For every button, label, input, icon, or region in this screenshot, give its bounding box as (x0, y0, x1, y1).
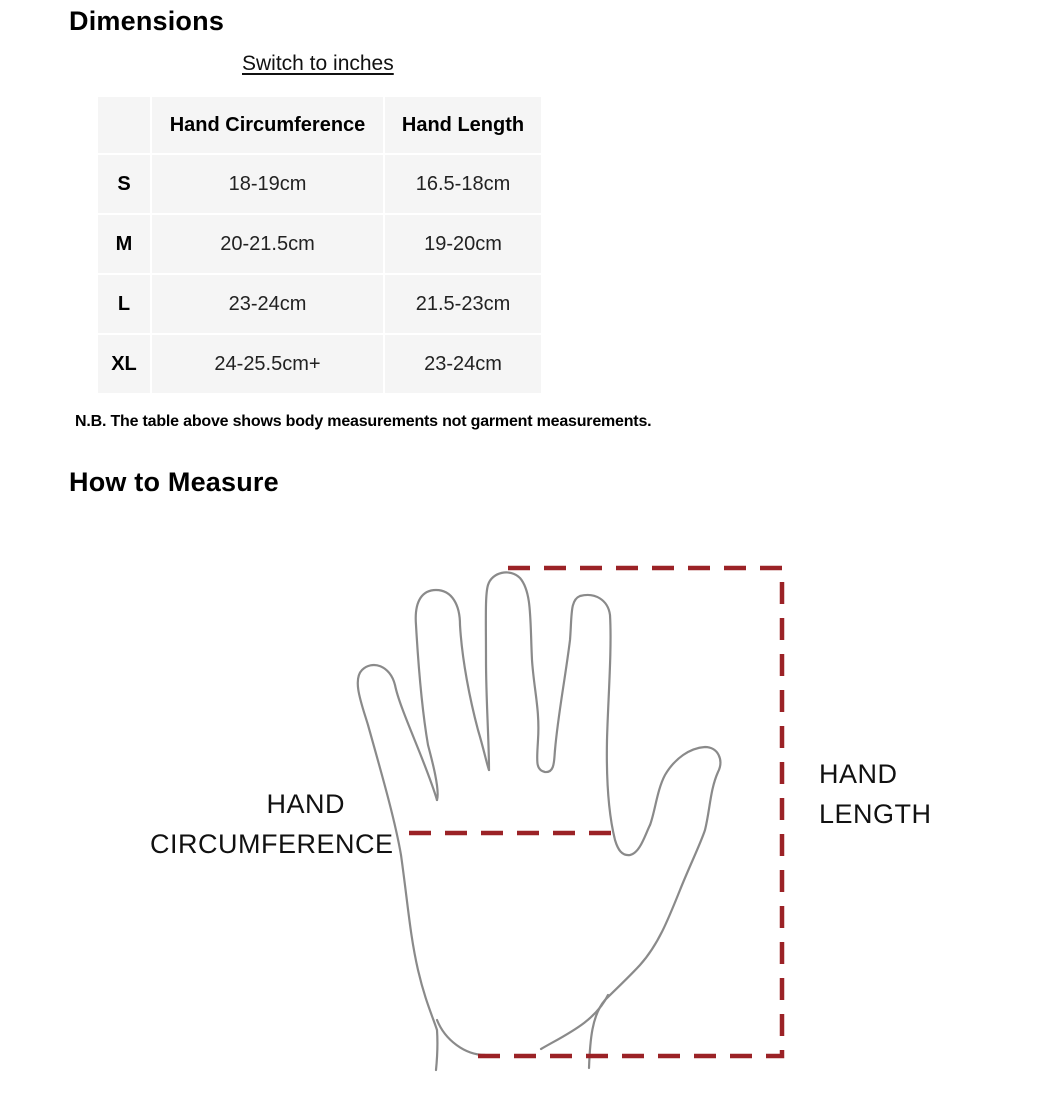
dimensions-title: Dimensions (69, 6, 225, 36)
length-cell: 23-24cm (384, 334, 542, 394)
wrist-crease-right (541, 995, 608, 1049)
circumference-cell: 20-21.5cm (151, 214, 384, 274)
table-header-hand-length: Hand Length (384, 96, 542, 154)
length-cell: 19-20cm (384, 214, 542, 274)
hand-outline-icon (358, 572, 721, 1070)
measurement-note: N.B. The table above shows body measurements not garment measurements. (75, 413, 652, 430)
index-finger-outline (555, 595, 650, 855)
table-row (97, 274, 542, 334)
hand-circumference-label (150, 784, 394, 864)
hand-circumference-label-line2: CIRCUMFERENCE (150, 829, 394, 859)
circumference-cell: 18-19cm (151, 154, 384, 214)
table-header-corner (97, 96, 151, 154)
table-header-row (97, 96, 542, 154)
circumference-cell: 24-25.5cm+ (151, 334, 384, 394)
table-row (97, 154, 542, 214)
size-label: XL (97, 334, 151, 394)
length-dashed-box (470, 568, 782, 1056)
hand-length-label-line2: LENGTH (819, 799, 932, 829)
hand-length-label-line1: HAND (819, 759, 898, 789)
ring-finger-outline (416, 590, 489, 800)
how-to-measure-title: How to Measure (69, 467, 279, 497)
length-cell: 16.5-18cm (384, 154, 542, 214)
pinky-outline (358, 665, 438, 1070)
size-label: M (97, 214, 151, 274)
circumference-cell: 23-24cm (151, 274, 384, 334)
table-row (97, 334, 542, 394)
length-cell: 21.5-23cm (384, 274, 542, 334)
size-label: S (97, 154, 151, 214)
size-table (96, 95, 543, 395)
wrist-crease-left (437, 1020, 485, 1055)
hand-circumference-label-line1: HAND (266, 789, 345, 819)
middle-finger-outline (486, 572, 555, 772)
hand-length-label (819, 754, 932, 834)
switch-to-inches-link[interactable]: Switch to inches (242, 52, 394, 75)
table-row (97, 214, 542, 274)
measure-lines (409, 568, 782, 1056)
size-label: L (97, 274, 151, 334)
thumb-palm-outline (589, 747, 720, 1068)
table-header-hand-circumference: Hand Circumference (151, 96, 384, 154)
